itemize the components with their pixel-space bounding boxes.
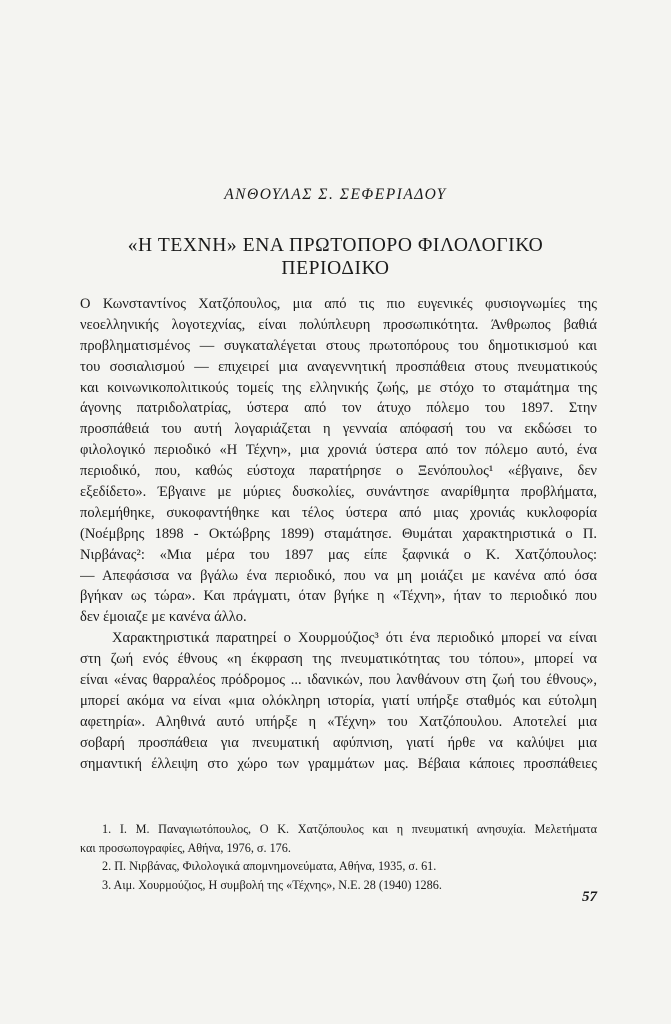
article-body	[80, 294, 597, 774]
body-line: (Νοέμβρης 1898 - Οκτώβρης 1899) σταμάτησε. Θυμάται χαρακτηριστικά ο Π.	[80, 525, 597, 542]
body-line: και κοινωνικοπολιτικούς τομείς της ελληνικής ζωής, με στόχο το σταμάτημα της	[80, 379, 597, 396]
article-title	[60, 234, 611, 280]
body-line: σοβαρή προσπάθεια για πνευματική αφύπνιση, γιατί ήρθε να καλύψει μια	[80, 734, 597, 751]
footnote-1: 1. Ι. Μ. Παναγιωτόπουλος, Ο Κ. Χατζόπουλος και η πνευματική ανησυχία. Μελετήματα	[102, 822, 597, 836]
footnote-2: 2. Π. Νιρβάνας, Φιλολογικά απομνημονεύματα, Αθήνα, 1935, σ. 61.	[102, 859, 437, 873]
page-number: 57	[582, 889, 597, 905]
body-line: Νιρβάνας²: «Μια μέρα του 1897 μας είπε ξαφνικά ο Κ. Χατζόπουλος:	[80, 546, 597, 563]
body-line: σημαντική έλλειψη στο χώρο των γραμμάτων μας. Βέβαια κάποιες προσπάθειες	[80, 755, 597, 772]
body-line: άγονης πατριδολατρίας, ύστερα από τον άτυχο πόλεμο του 1897. Στην	[80, 400, 597, 417]
title-line-2: ΠΕΡΙΟΔΙΚΟ	[281, 258, 390, 279]
title-line-1: «Η ΤΕΧΝΗ» ΕΝΑ ΠΡΩΤΟΠΟΡΟ ΦΙΛΟΛΟΓΙΚΟ	[127, 235, 544, 256]
body-line: Χαρακτηριστικά παρατηρεί ο Χουρμούζιος³ ότι ένα περιοδικό μπορεί να είναι	[112, 630, 597, 647]
body-line: μπορεί ακόμα να είναι «μια ολόκληρη ιστορία, γιατί υπήρξε σταθμός και εύτολμη	[80, 692, 597, 709]
body-line: φιλολογικό περιοδικό «Η Τέχνη», μια χρονιά ύστερα από τον πόλεμο αυτό, ένα	[80, 442, 597, 459]
body-line: περιοδικό, που, καθώς εύστοχα παρατήρησε ο Ξενόπουλος¹ «έβγαινε, δεν	[80, 463, 597, 480]
footnotes	[80, 820, 597, 894]
body-line: νεοελληνικής λογοτεχνίας, είναι πολύπλευρη προσωπικότητα. Άνθρωπος βαθιά	[80, 316, 597, 333]
body-line: εξεδίδετο». Έβγαινε με μύριες δυσκολίες, συνάντησε αναρίθμητα προβλήματα,	[80, 484, 597, 501]
body-line: είναι «ένας θαρραλέος πρόδρομος ... ιδανικών, που λανθάνουν στη ζωή του έθνους»,	[80, 672, 597, 689]
body-line: — Απεφάσισα να βγάλω ένα περιοδικό, που να μη μοιάζει με κανένα από όσα	[80, 567, 597, 584]
body-line: προσπάθειά του αυτή λογαριάζεται η γενναία απόφασή του να εκδώσει το	[80, 421, 597, 438]
body-line: προβληματισμένος — συγκαταλέγεται στους πρωτοπόρους του δημοτικισμού και	[80, 337, 597, 354]
body-line: βγήκαν ως τώρα». Και πράγματι, όταν βγήκε η «Τέχνη», ήταν το περιοδικό που	[80, 588, 597, 605]
body-line: Ο Κωνσταντίνος Χατζόπουλος, μια από τις πιο ευγενικές φυσιογνωμίες της	[80, 296, 597, 312]
body-line: δεν έμοιαζε με κανένα άλλο.	[80, 609, 247, 626]
body-line: αφετηρία». Αληθινά αυτό υπήρξε η «Τέχνη» του Χατζόπουλου. Αποτελεί μια	[80, 713, 597, 730]
footnote-1-continued: και προσωπογραφίες, Αθήνα, 1976, σ. 176.	[80, 840, 291, 855]
body-line: στη ζωή ενός έθνους «η έκφραση της πνευματικότητας του τόπου», μπορεί να	[80, 651, 597, 668]
body-line: του σοσιαλισμού — επιχειρεί μια αναγεννητική προσπάθεια στους πνευματικούς	[80, 358, 597, 375]
footnote-3: 3. Αιμ. Χουρμούζιος, Η συμβολή της «Τέχνης», Ν.Ε. 28 (1940) 1286.	[102, 877, 442, 892]
author-name: ΑΝΘΟΥΛΑΣ Σ. ΣΕΦΕΡΙΑΔΟΥ	[224, 186, 447, 203]
body-line: πολεμήθηκε, συκοφαντήθηκε και τέλος ύστερα από μιας χρονιάς κυκλοφορία	[80, 504, 597, 521]
